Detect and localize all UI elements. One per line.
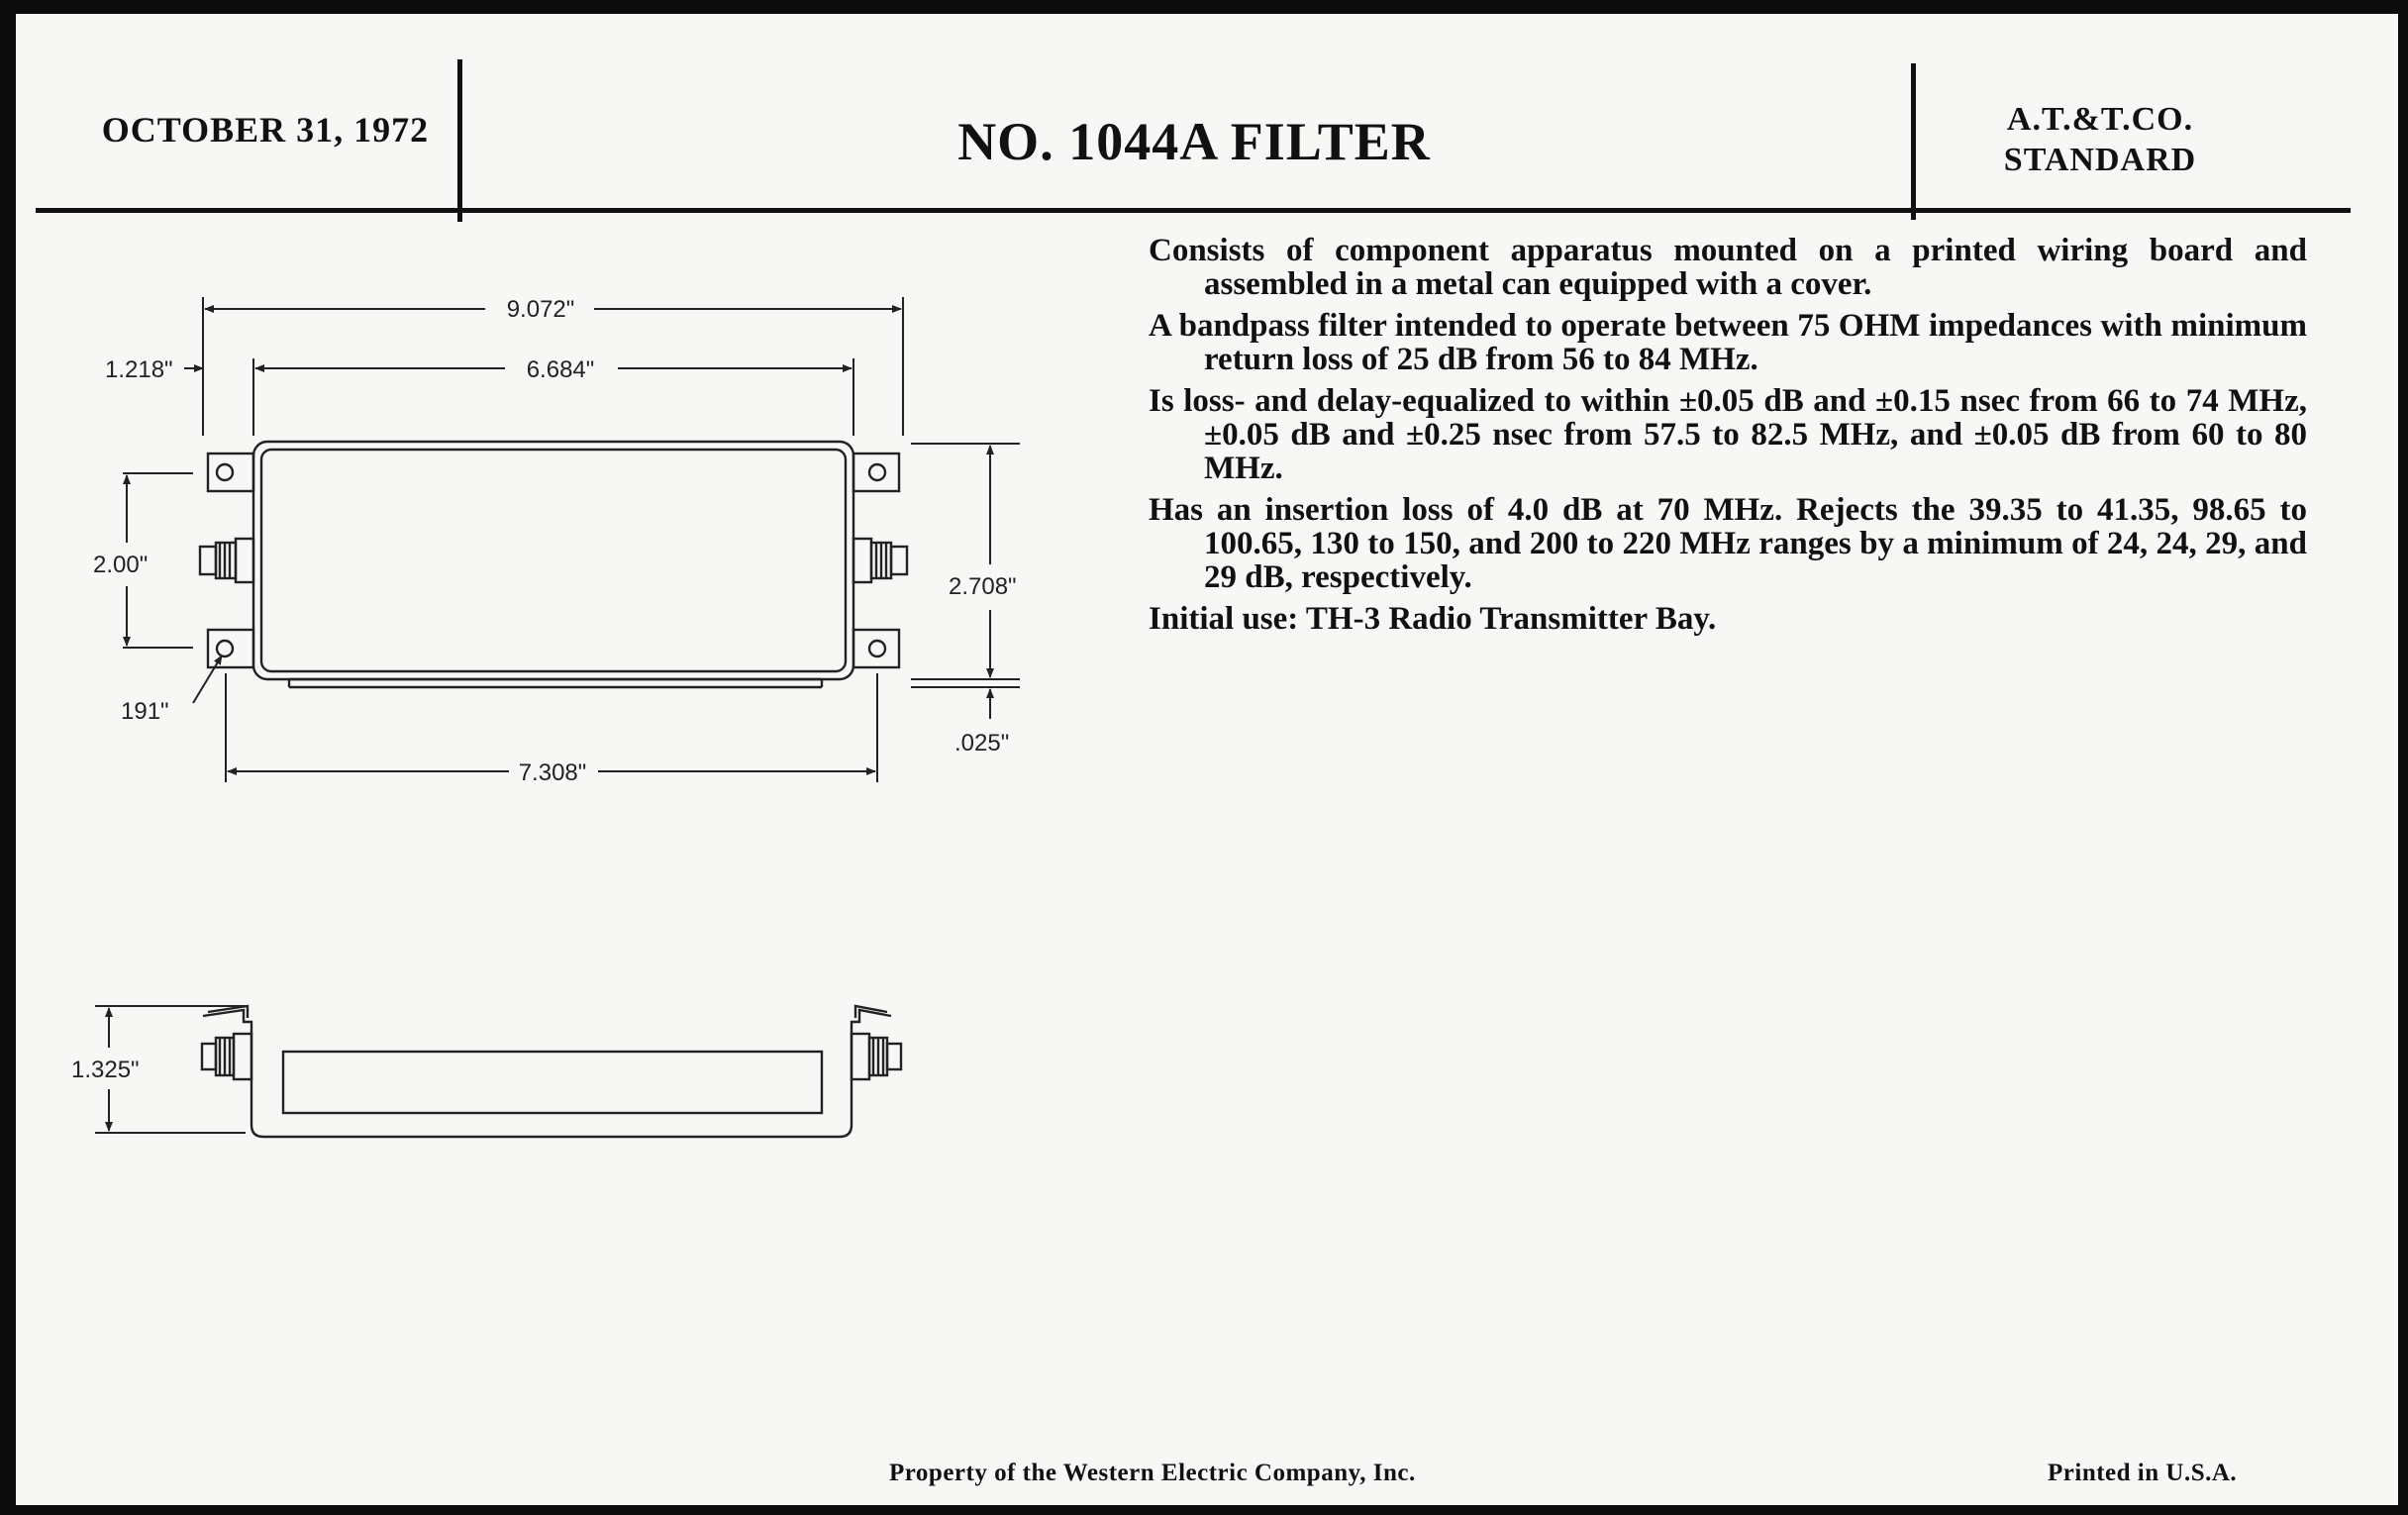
dim-inner-length: 6.684": [526, 356, 595, 383]
mounting-tab-top-right: [853, 454, 899, 491]
description-paragraph: Is loss- and delay-equalized to within ±0.05 dB and ±0.15 nsec from 66 to 74 MHz, ±0.05 dB and ±0.25 nsec from 57.5 to 82.5 MHz, and ±0.05 dB from 60 to 80 MHz.: [1149, 383, 2307, 486]
page-title: NO. 1044A FILTER: [957, 112, 1431, 171]
dim-depth: 1.325": [71, 1057, 140, 1083]
description-paragraph: Has an insertion loss of 4.0 dB at 70 MHz. Rejects the 39.35 to 41.35, 98.65 to 100.65, 130 to 150, and 200 to 220 MHz ranges by a minimum of 24, 24, 29, and 29 dB, respectively.: [1149, 492, 2307, 595]
connector-right: [853, 539, 907, 582]
dim-base-length: 7.308": [518, 759, 587, 786]
dim-overall-length: 9.072": [506, 296, 575, 323]
connector-left: [200, 539, 253, 582]
dim-mounting-inset: 1.218": [105, 356, 173, 383]
dim-overall-height: 2.708": [949, 573, 1017, 600]
footer-printed: Printed in U.S.A.: [2048, 1460, 2238, 1486]
dim-flange: .025": [954, 730, 1010, 757]
footer-property: Property of the Western Electric Company, Inc.: [889, 1460, 1416, 1486]
dim-hole: 191": [121, 698, 169, 725]
standard-line-2: STANDARD: [2003, 142, 2197, 178]
mounting-tab-bottom-right: [853, 630, 899, 667]
issue-date: OCTOBER 31, 1972: [101, 110, 430, 150]
filter-side-view: [202, 1006, 901, 1137]
description-paragraph: A bandpass filter intended to operate between 75 OHM impedances with minimum return loss of 25 dB from 56 to 84 MHz.: [1149, 308, 2307, 377]
filter-can-body: [253, 442, 853, 679]
mounting-tab-bottom-left: [208, 630, 253, 667]
description-paragraph: Initial use: TH-3 Radio Transmitter Bay.: [1149, 601, 1717, 637]
description-paragraph: Consists of component apparatus mounted on a printed wiring board and assembled in a metal can equipped with a cover.: [1149, 233, 2307, 302]
dim-mount-height: 2.00": [93, 552, 149, 578]
mounting-tab-top-left: [208, 454, 253, 491]
standard-line-1: A.T.&T.CO.: [2006, 101, 2194, 138]
